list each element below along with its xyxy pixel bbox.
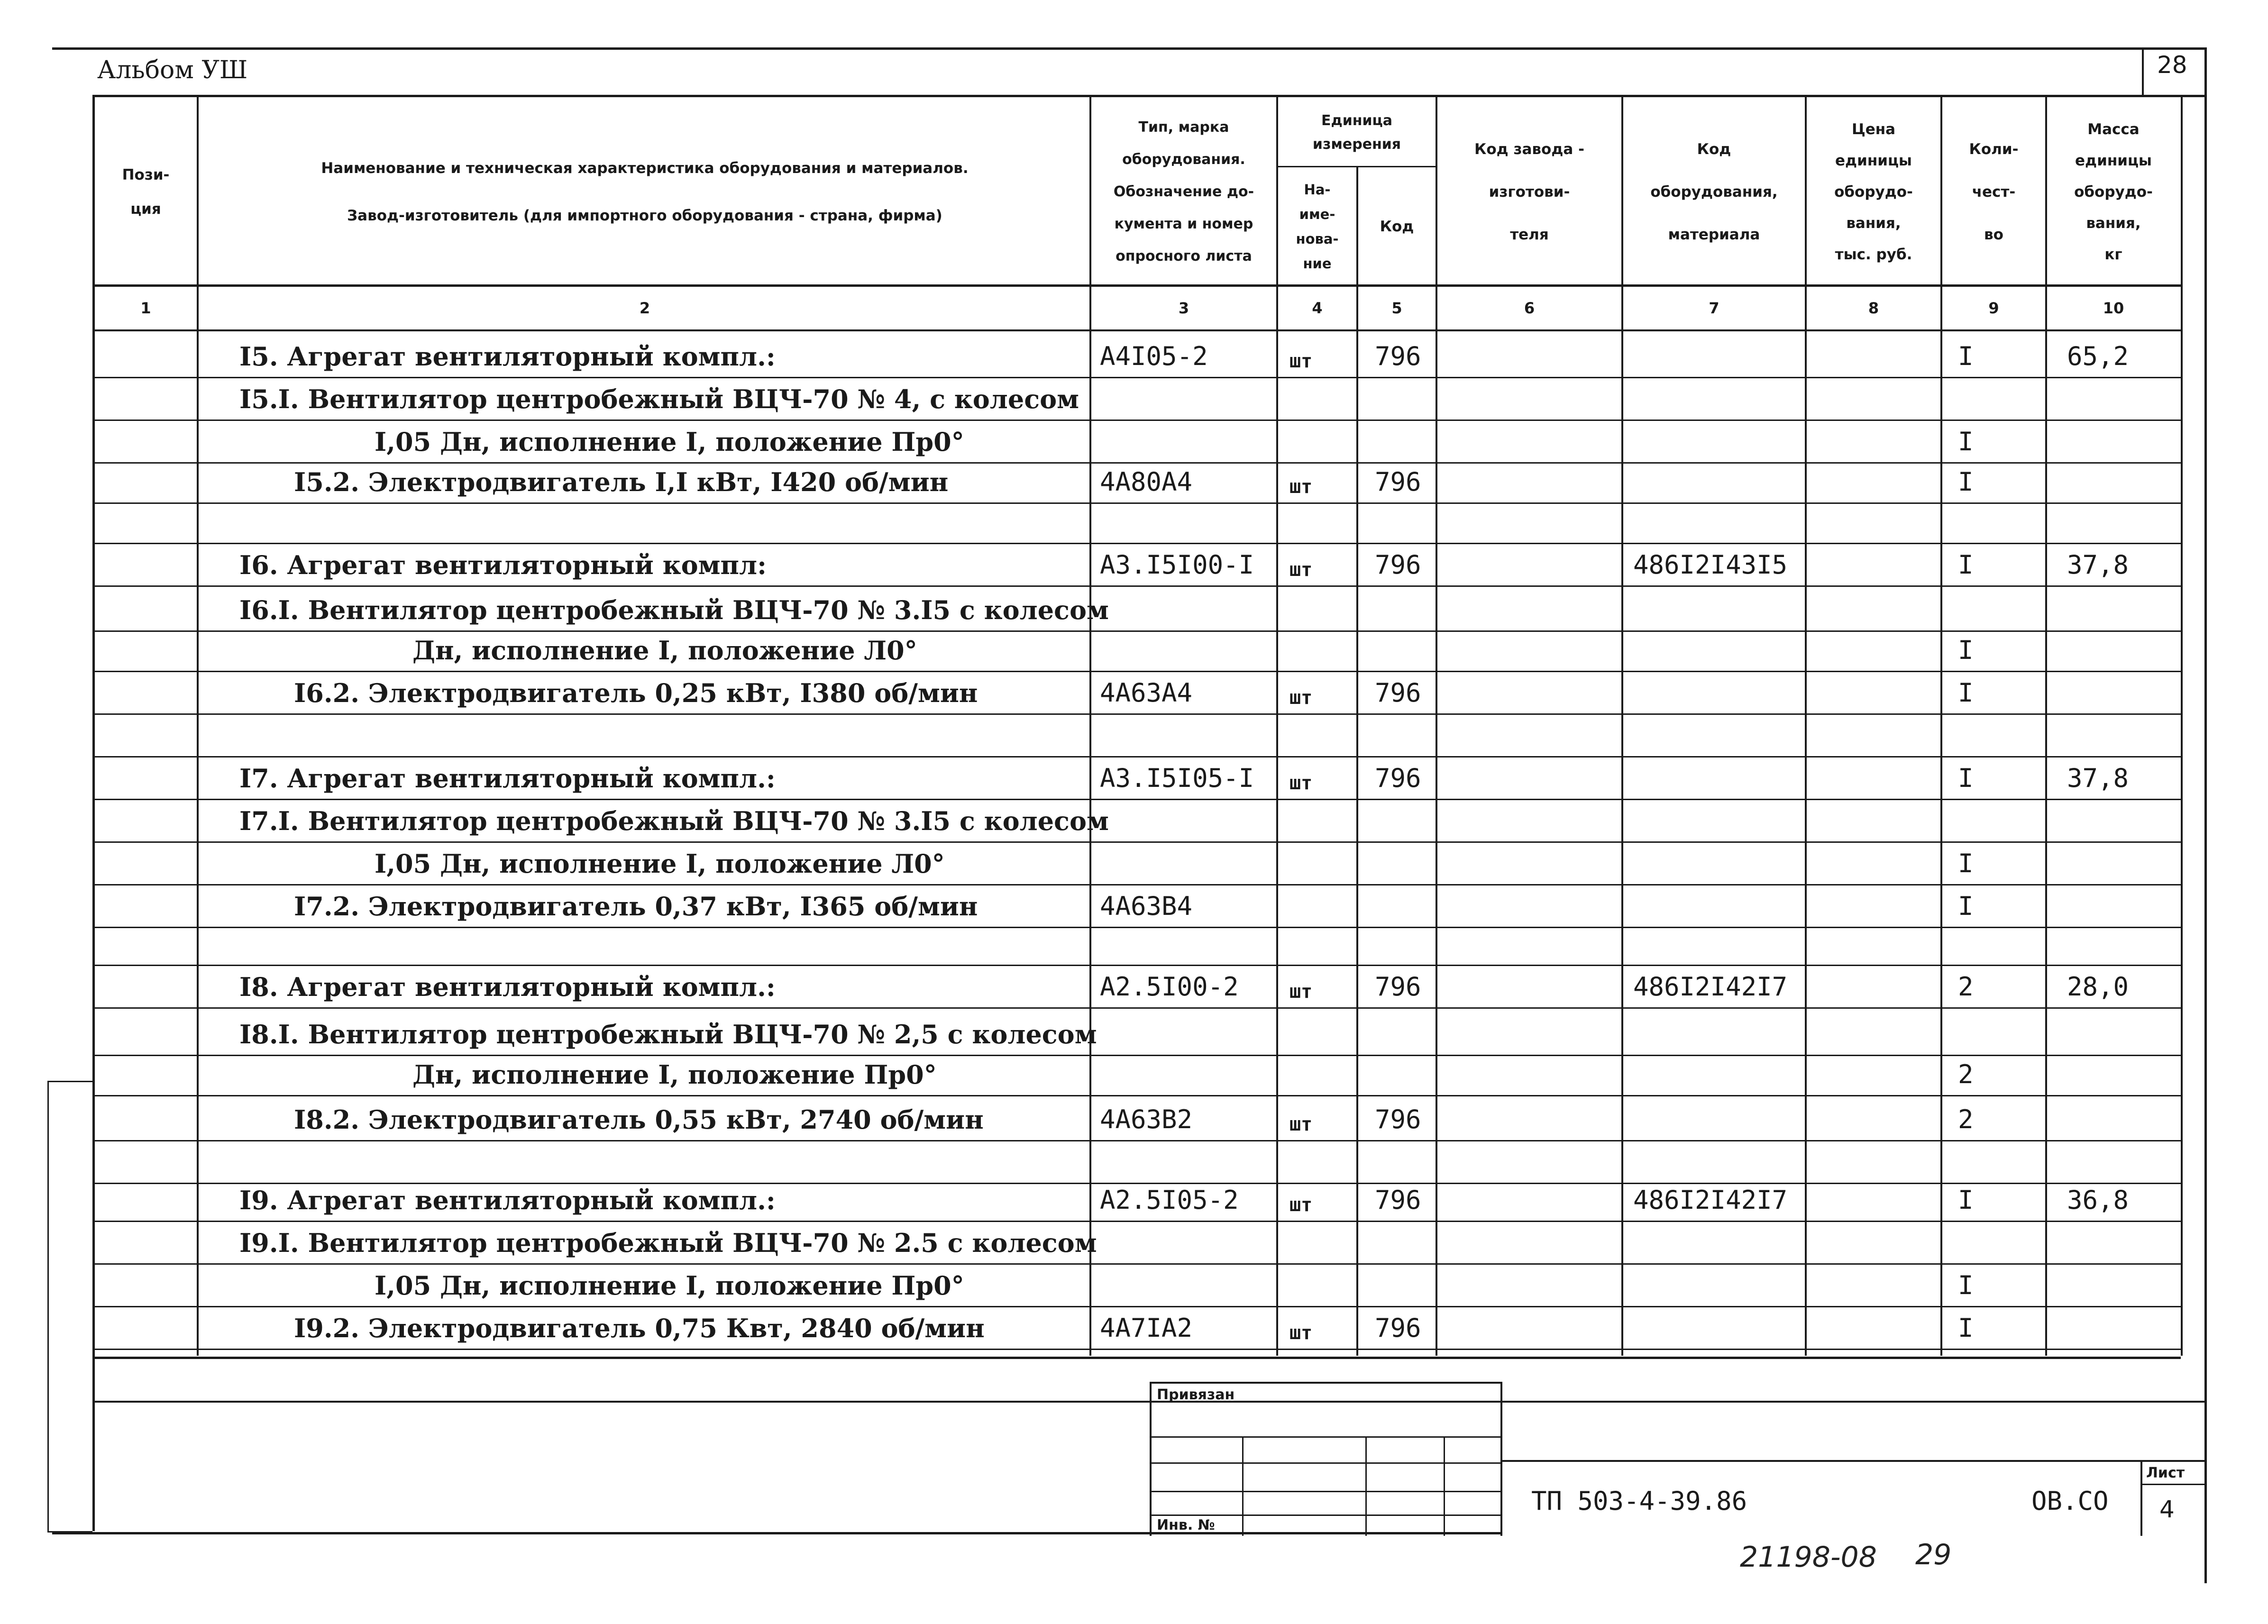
- item-type: А4I05-2: [1100, 341, 1208, 371]
- item-type: 4А7IА2: [1100, 1313, 1193, 1343]
- item-name: I8.I. Вентилятор центробежный ВЦЧ-70 № 2,5 с колесом: [239, 1019, 1097, 1049]
- table-row: [0, 462, 2181, 502]
- item-name: Дн, исполнение I, положение Л0°: [412, 635, 917, 666]
- col-number-2: 2: [639, 299, 650, 317]
- table-row: [0, 337, 2181, 377]
- table-row: [0, 630, 2181, 671]
- table-row: [0, 758, 2181, 799]
- grid-line: [92, 671, 2181, 672]
- grid-line: [92, 1349, 2181, 1350]
- album-title: Альбом УШ: [97, 56, 248, 84]
- table-row: [0, 1142, 2181, 1183]
- header-qty: Коли- чест- во: [1969, 141, 2019, 243]
- grid-line: [1365, 1436, 1367, 1536]
- table-row: [0, 1223, 2181, 1263]
- item-qty: I: [1958, 467, 1974, 497]
- grid-line: [92, 543, 2181, 544]
- grid-line: [92, 965, 2181, 966]
- item-name: I,05 Дн, исполнение I, положение Пр0°: [375, 427, 964, 457]
- grid-line: [92, 284, 2181, 287]
- item-qty: 2: [1958, 1104, 1974, 1134]
- item-qty: 2: [1958, 1059, 1974, 1089]
- sheet-number: 4: [2159, 1496, 2175, 1523]
- grid-line: [92, 420, 2181, 421]
- grid-line: [52, 47, 2207, 50]
- header-unit-code: Код: [1380, 218, 1414, 235]
- grid-line: [92, 1401, 2204, 1403]
- table-row: [0, 673, 2181, 713]
- item-type: 4А63А4: [1100, 678, 1193, 708]
- item-type: А3.I5I05-I: [1100, 763, 1254, 793]
- grid-line: [2181, 97, 2183, 1356]
- item-unit: шт: [1289, 981, 1313, 1003]
- grid-line: [1500, 1460, 2204, 1462]
- item-unit-code: 796: [1375, 1313, 1421, 1343]
- item-unit-code: 796: [1375, 763, 1421, 793]
- item-name: I9. Агрегат вентиляторный компл.:: [239, 1185, 776, 1215]
- stamp-inventory-label: Инв. №: [1157, 1517, 1215, 1533]
- item-qty: I: [1958, 550, 1974, 580]
- item-qty: 2: [1958, 972, 1974, 1002]
- grid-line: [92, 95, 2204, 97]
- header-type: Тип, марка оборудования. Обозначение до- кумента и номер опросного листа: [1113, 119, 1254, 265]
- item-unit-code: 796: [1375, 1104, 1421, 1134]
- item-unit: шт: [1289, 350, 1313, 372]
- item-mass: 65,2: [2067, 341, 2129, 371]
- item-qty: I: [1958, 341, 1974, 371]
- item-name: I6.I. Вентилятор центробежный ВЦЧ-70 № 3.I5 с колесом: [239, 595, 1109, 625]
- col-number-4: 4: [1312, 299, 1323, 317]
- grid-line: [1150, 1462, 1500, 1464]
- document-code: ТП 503-4-39.86: [1531, 1486, 1747, 1516]
- item-name: I9.2. Электродвигатель 0,75 Квт, 2840 об/мин: [294, 1313, 985, 1343]
- item-qty: I: [1958, 427, 1974, 456]
- col-number-9: 9: [1988, 299, 1999, 317]
- item-name: I8.2. Электродвигатель 0,55 кВт, 2740 об/мин: [294, 1104, 984, 1135]
- grid-line: [92, 884, 2181, 885]
- item-name: I,05 Дн, исполнение I, положение Л0°: [375, 848, 945, 879]
- item-name: I7. Агрегат вентиляторный компл.:: [239, 763, 776, 794]
- table-row: [0, 422, 2181, 462]
- table-row: [0, 716, 2181, 756]
- grid-line: [92, 841, 2181, 843]
- handwritten-page: 29: [1915, 1538, 1952, 1571]
- grid-line: [92, 585, 2181, 587]
- grid-line: [92, 1007, 2181, 1009]
- table-row: [0, 1055, 2181, 1095]
- table-row: [0, 844, 2181, 884]
- item-unit: шт: [1289, 559, 1313, 581]
- grid-line: [2140, 1460, 2142, 1536]
- item-equip-code: 486I2I43I5: [1633, 550, 1788, 580]
- header-unit-name: На- име- нова- ние: [1296, 181, 1339, 272]
- item-type: А2.5I05-2: [1100, 1185, 1239, 1215]
- item-qty: I: [1958, 1185, 1974, 1215]
- grid-line: [1242, 1436, 1244, 1536]
- col-number-3: 3: [1178, 299, 1189, 317]
- table-row: [0, 1266, 2181, 1306]
- corner-page-number: 28: [2157, 51, 2187, 79]
- grid-line: [2204, 47, 2207, 1583]
- item-name: I6. Агрегат вентиляторный компл:: [239, 550, 767, 580]
- item-qty: I: [1958, 763, 1974, 793]
- grid-line: [1150, 1382, 1152, 1536]
- item-qty: I: [1958, 891, 1974, 921]
- grid-line: [1150, 1436, 1500, 1438]
- grid-line: [92, 329, 2181, 331]
- item-unit-code: 796: [1375, 341, 1421, 371]
- grid-line: [92, 1401, 95, 1531]
- stamp-bound-label: Привязан: [1157, 1387, 1235, 1403]
- table-row: [0, 967, 2181, 1007]
- item-name: I7.I. Вентилятор центробежный ВЦЧ-70 № 3.I5 с колесом: [239, 806, 1109, 836]
- item-name: I5.I. Вентилятор центробежный ВЦЧ-70 № 4, с колесом: [239, 384, 1079, 414]
- item-qty: I: [1958, 1270, 1974, 1300]
- item-type: 4А80А4: [1100, 467, 1193, 497]
- item-type: 4А63В2: [1100, 1104, 1193, 1134]
- item-unit: шт: [1289, 1194, 1313, 1216]
- item-name: I8. Агрегат вентиляторный компл.:: [239, 972, 776, 1002]
- item-type: 4А63В4: [1100, 891, 1193, 921]
- grid-line: [1276, 166, 1436, 167]
- grid-line: [1150, 1491, 1500, 1492]
- col-number-7: 7: [1709, 299, 1719, 317]
- item-unit: шт: [1289, 476, 1313, 498]
- table-row: [0, 1180, 2181, 1221]
- grid-line: [92, 713, 2181, 715]
- item-name: I,05 Дн, исполнение I, положение Пр0°: [375, 1270, 964, 1301]
- item-unit-code: 796: [1375, 1185, 1421, 1215]
- table-row: [0, 502, 2181, 543]
- table-row: [0, 590, 2181, 630]
- grid-line: [2140, 1484, 2204, 1485]
- grid-line: [1500, 1382, 1502, 1536]
- item-mass: 28,0: [2067, 972, 2129, 1002]
- header-price: Цена единицы оборудо- вания, тыс. руб.: [1834, 121, 1913, 263]
- grid-line: [1150, 1515, 1500, 1516]
- item-type: А3.I5I00-I: [1100, 550, 1254, 580]
- col-number-8: 8: [1868, 299, 1879, 317]
- grid-line: [92, 377, 2181, 378]
- table-row: [0, 1100, 2181, 1140]
- table-row: [0, 545, 2181, 585]
- item-unit-code: 796: [1375, 972, 1421, 1002]
- table-row: [0, 1308, 2181, 1349]
- item-name: I9.I. Вентилятор центробежный ВЦЧ-70 № 2.5 с колесом: [239, 1228, 1097, 1258]
- handwritten-number: 21198-08: [1740, 1541, 1877, 1574]
- item-unit-code: 796: [1375, 678, 1421, 708]
- item-unit: шт: [1289, 772, 1313, 794]
- item-name: I6.2. Электродвигатель 0,25 кВт, I380 об/мин: [294, 678, 978, 708]
- header-name: Наименование и техническая характеристика оборудования и материалов. Завод-изготовитель (для импортного оборудования - страна, фирма): [321, 160, 969, 224]
- item-qty: I: [1958, 1313, 1974, 1343]
- item-unit-code: 796: [1375, 467, 1421, 497]
- item-mass: 36,8: [2067, 1185, 2129, 1215]
- item-mass: 37,8: [2067, 550, 2129, 580]
- item-unit: шт: [1289, 1113, 1313, 1135]
- header-equip-code: Код оборудования, материала: [1650, 141, 1778, 243]
- item-name: I7.2. Электродвигатель 0,37 кВт, I365 об/мин: [294, 891, 978, 921]
- header-position: Пози- ция: [122, 166, 170, 218]
- sheet-label: Лист: [2146, 1465, 2185, 1481]
- grid-line: [1150, 1382, 1500, 1384]
- header-unit-group: Единица измерения: [1312, 112, 1401, 153]
- item-mass: 37,8: [2067, 763, 2129, 793]
- item-unit: шт: [1289, 687, 1313, 709]
- grid-line: [92, 1263, 2181, 1265]
- col-number-6: 6: [1524, 299, 1535, 317]
- table-row: [0, 886, 2181, 927]
- table-row: [0, 379, 2181, 420]
- grid-line: [92, 756, 2181, 757]
- grid-line: [92, 1306, 2181, 1307]
- item-name: Дн, исполнение I, положение Пр0°: [412, 1059, 937, 1090]
- item-unit-code: 796: [1375, 550, 1421, 580]
- grid-line: [92, 1221, 2181, 1222]
- item-name: I5. Агрегат вентиляторный компл.:: [239, 341, 776, 372]
- item-unit: шт: [1289, 1322, 1313, 1344]
- grid-line: [52, 1532, 1500, 1534]
- item-equip-code: 486I2I42I7: [1633, 972, 1788, 1002]
- col-number-10: 10: [2103, 299, 2124, 317]
- col-number-1: 1: [140, 299, 151, 317]
- table-row: [0, 924, 2181, 965]
- grid-line: [92, 1140, 2181, 1141]
- grid-line: [92, 799, 2181, 800]
- grid-line: [2142, 47, 2144, 95]
- item-type: А2.5I00-2: [1100, 972, 1239, 1002]
- item-qty: I: [1958, 848, 1974, 878]
- item-qty: I: [1958, 678, 1974, 708]
- grid-line: [92, 1095, 2181, 1096]
- table-row: [0, 801, 2181, 841]
- header-factory-code: Код завода - изготови- теля: [1474, 141, 1584, 243]
- header-mass: Масса единицы оборудо- вания, кг: [2074, 121, 2153, 263]
- item-name: I5.2. Электродвигатель I,I кВт, I420 об/мин: [294, 467, 949, 497]
- item-qty: I: [1958, 635, 1974, 665]
- table-row: [0, 1014, 2181, 1055]
- item-equip-code: 486I2I42I7: [1633, 1185, 1788, 1215]
- grid-line: [1444, 1436, 1445, 1536]
- section-code: ОВ.СО: [2031, 1486, 2109, 1516]
- grid-line: [47, 1531, 92, 1533]
- grid-line: [92, 1357, 2181, 1359]
- col-number-5: 5: [1391, 299, 1402, 317]
